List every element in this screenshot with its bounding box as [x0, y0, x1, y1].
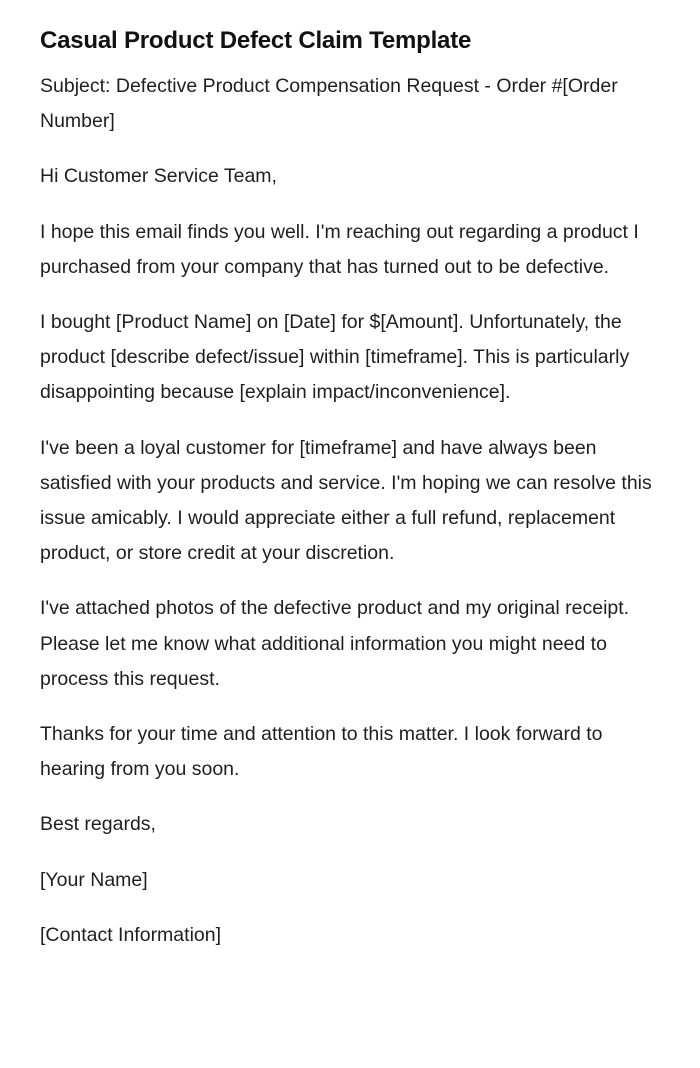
document-title: Casual Product Defect Claim Template [40, 27, 472, 54]
greeting: Hi Customer Service Team, [40, 165, 277, 188]
subject-line: Subject: Defective Product Compensation Request - Order #[Order Number] [40, 75, 618, 133]
sign-off: Best regards, [40, 813, 156, 836]
resolution-request-paragraph: I've been a loyal customer for [timeframe] and have always been satisfied with your products and service. I'm hoping we can resolve this issue amicably. I would appreciate either a full refund, replacement product, or store credit at your discretion. [40, 436, 652, 565]
signature-contact: [Contact Information] [40, 923, 222, 946]
attachments-paragraph: I've attached photos of the defective product and my original receipt. Please let me know what additional information you might need to process this request. [40, 597, 630, 690]
thanks-paragraph: Thanks for your time and attention to this matter. I look forward to hearing from you soon. [40, 723, 603, 781]
signature-name: [Your Name] [40, 868, 148, 891]
purchase-details-paragraph: I bought [Product Name] on [Date] for $[Amount]. Unfortunately, the product [describe defect/issue] within [timeframe]. This is particularly disappointing because [explain impact/inconvenience]. [40, 311, 630, 404]
intro-paragraph: I hope this email finds you well. I'm reaching out regarding a product I purchased from your company that has turned out to be defective. [40, 220, 639, 278]
